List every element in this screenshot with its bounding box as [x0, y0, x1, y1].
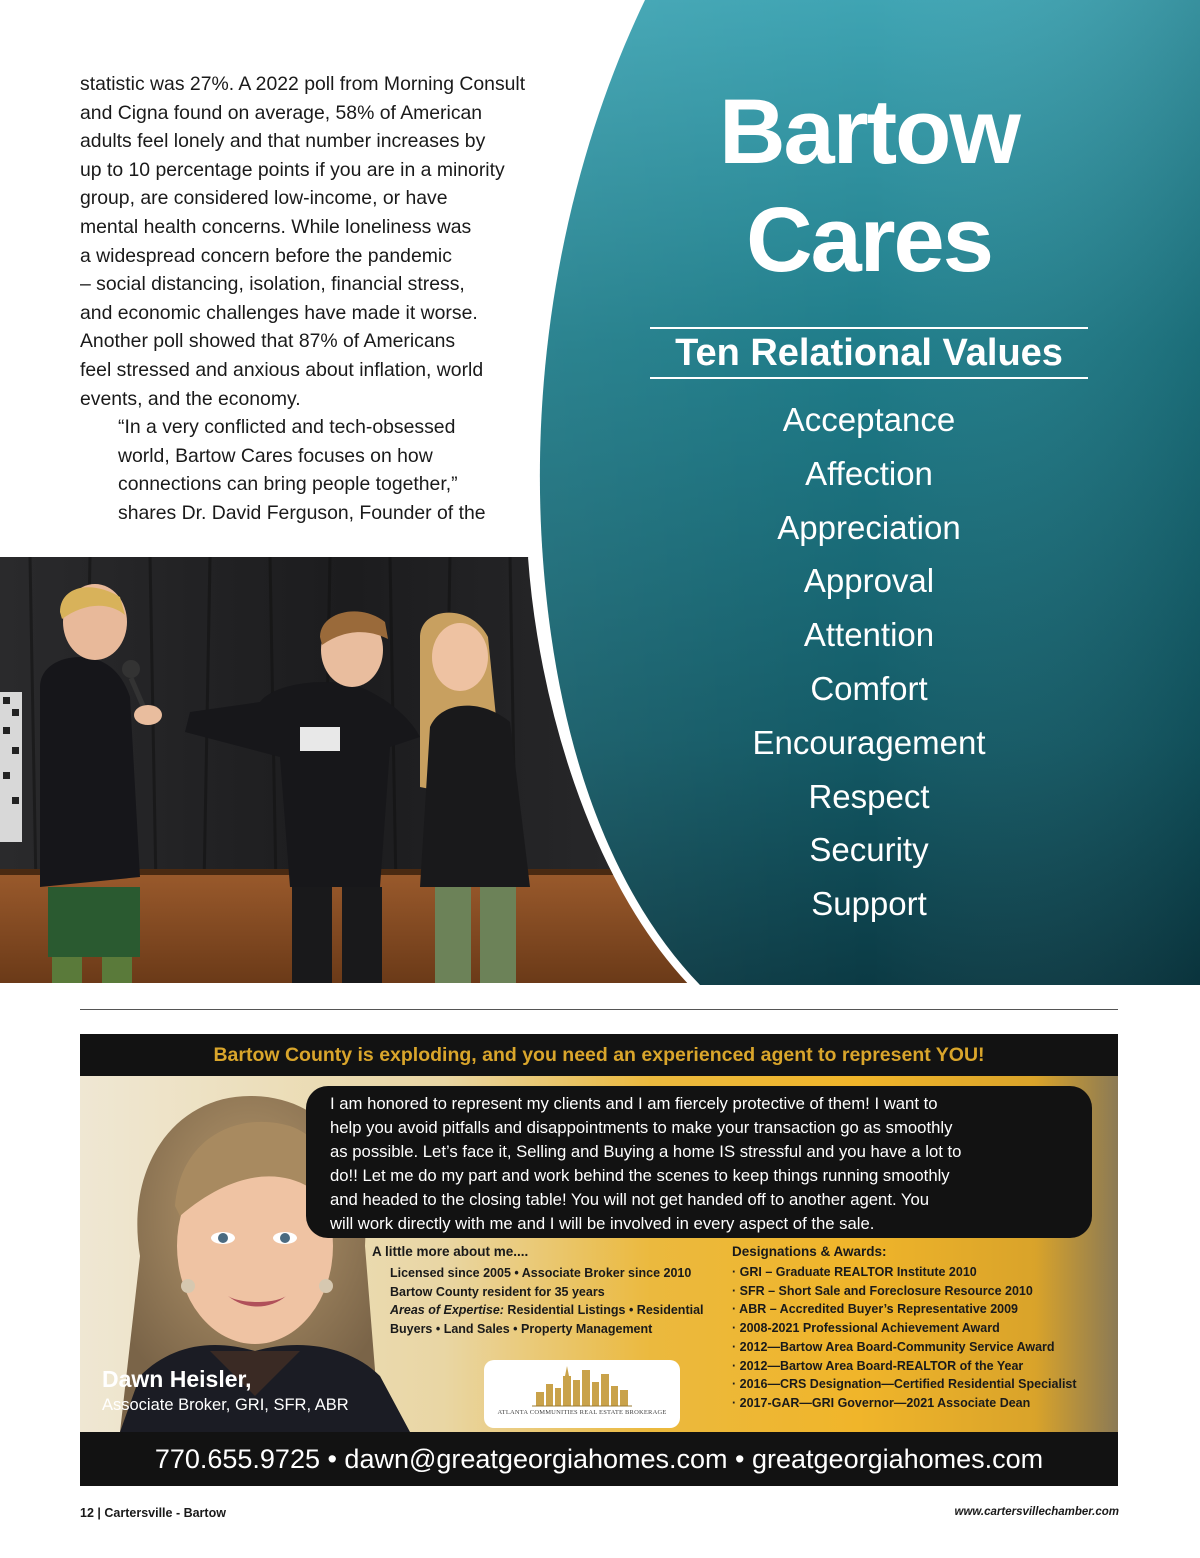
ad-pitch-text	[330, 1092, 1070, 1236]
expertise-text: Residential Listings • Residential	[503, 1303, 704, 1317]
ad-body	[80, 1076, 1118, 1432]
article-line: connections can bring people together,”	[118, 473, 458, 496]
article-line: feel stressed and anxious about inflation, world	[80, 358, 484, 381]
relational-value-item: Comfort	[810, 669, 928, 707]
relational-value-item: Encouragement	[752, 723, 986, 761]
article-line: shares Dr. David Ferguson, Founder of the	[118, 501, 486, 524]
article-line: “In a very conflicted and tech-obsessed	[118, 416, 456, 439]
designations-list	[732, 1263, 1112, 1413]
pitch-line: will work directly with me and I will be involved in every aspect of the sale.	[330, 1214, 875, 1233]
ad-headline: Bartow County is exploding, and you need an experienced agent to represent YOU!	[213, 1044, 985, 1066]
designation-item: · GRI – Graduate REALTOR Institute 2010	[732, 1265, 977, 1279]
brokerage-logo-card	[484, 1360, 680, 1428]
footer-website: www.cartersvillechamber.com	[954, 1506, 1119, 1518]
agent-credentials: Associate Broker, GRI, SFR, ABR	[102, 1396, 349, 1414]
about-heading: A little more about me....	[372, 1244, 529, 1259]
article-line: a widespread concern before the pandemic	[80, 244, 452, 267]
sidebar-title-line-2: Cares	[746, 189, 992, 291]
relational-value-item: Respect	[808, 777, 930, 815]
sidebar-title	[650, 78, 1088, 294]
designation-item: · 2012—Bartow Area Board-Community Service Award	[732, 1339, 1055, 1354]
designation-item: · 2008-2021 Professional Achievement Award	[732, 1321, 1000, 1336]
relational-value-item: Affection	[805, 454, 933, 492]
designation-item: · ABR – Accredited Buyer’s Representative 2009	[732, 1302, 1018, 1317]
article-line: events, and the economy.	[80, 387, 301, 410]
relational-value-item: Appreciation	[777, 508, 961, 546]
article-line: up to 10 percentage points if you are in a minority	[80, 158, 505, 181]
article-line: adults feel lonely and that number increases by	[80, 130, 486, 153]
pitch-line: I am honored to represent my clients and I am fiercely protective of them! I want to	[330, 1094, 938, 1113]
pitch-line: help you avoid pitfalls and disappointments to make your transaction go as smoothly	[330, 1118, 953, 1137]
article-line: Another poll showed that 87% of Americans	[80, 330, 456, 353]
relational-value-item: Support	[811, 885, 927, 923]
designation-item: · 2012—Bartow Area Board-REALTOR of the Year	[732, 1358, 1024, 1373]
relational-value-item: Attention	[803, 616, 935, 654]
pitch-line: and headed to the closing table! You will not get handed off to another agent. You	[330, 1190, 930, 1209]
ad-contact-line: 770.655.9725 • dawn@greatgeorgiahomes.com • greatgeorgiahomes.com	[154, 1444, 1044, 1474]
article-line: statistic was 27%. A 2022 poll from Morning Consult	[80, 73, 526, 95]
article-paragraph	[80, 70, 580, 413]
article-line: – social distancing, isolation, financial stress,	[80, 273, 465, 296]
expertise-line: Buyers • Land Sales • Property Management	[390, 1321, 653, 1336]
footer-separator: |	[97, 1506, 101, 1520]
city-skyline-logo-icon	[532, 1364, 632, 1408]
page-number: 12	[80, 1506, 94, 1520]
article-paragraph-quote	[80, 413, 580, 527]
publication-name: Cartersville - Bartow	[104, 1506, 226, 1520]
article-line: mental health concerns. While loneliness was	[80, 215, 472, 238]
students-photo	[0, 557, 700, 983]
expertise-label: Areas of Expertise:	[390, 1303, 504, 1317]
values-heading: Ten Relational Values	[650, 327, 1088, 379]
values-list	[650, 393, 1088, 931]
designation-item: · 2017-GAR—GRI Governor—2021 Associate Dean	[732, 1395, 1031, 1410]
sidebar-title-line-1: Bartow	[719, 81, 1019, 183]
designation-item: · SFR – Short Sale and Foreclosure Resource 2010	[732, 1283, 1033, 1298]
section-divider	[80, 1009, 1118, 1010]
about-line: Bartow County resident for 35 years	[390, 1284, 605, 1299]
article-line: and Cigna found on average, 58% of American	[80, 101, 483, 124]
pitch-line: as possible. Let’s face it, Selling and Buying a home IS stressful and you have a lot to	[330, 1142, 962, 1161]
relational-value-item: Approval	[803, 562, 935, 600]
footer-page-info	[80, 1506, 226, 1520]
article-line: group, are considered low-income, or have	[80, 187, 448, 210]
article-body	[80, 70, 580, 528]
pitch-line: do!! Let me do my part and work behind the scenes to keep things running smoothly	[330, 1166, 950, 1185]
about-line: Licensed since 2005 • Associate Broker since 2010	[390, 1266, 692, 1280]
about-details	[390, 1264, 720, 1338]
designation-item: · 2016—CRS Designation—Certified Residential Specialist	[732, 1377, 1077, 1392]
article-line: and economic challenges have made it worse.	[80, 301, 478, 324]
relational-value-item: Security	[809, 831, 929, 869]
realtor-advertisement	[80, 1034, 1118, 1486]
expertise-line	[390, 1301, 720, 1320]
brokerage-name: ATLANTA COMMUNITIES REAL ESTATE BROKERAGE	[497, 1409, 667, 1416]
relational-value-item: Acceptance	[782, 401, 956, 438]
article-line: world, Bartow Cares focuses on how	[118, 444, 433, 467]
designations-heading: Designations & Awards:	[732, 1244, 887, 1259]
agent-name: Dawn Heisler,	[102, 1366, 252, 1392]
